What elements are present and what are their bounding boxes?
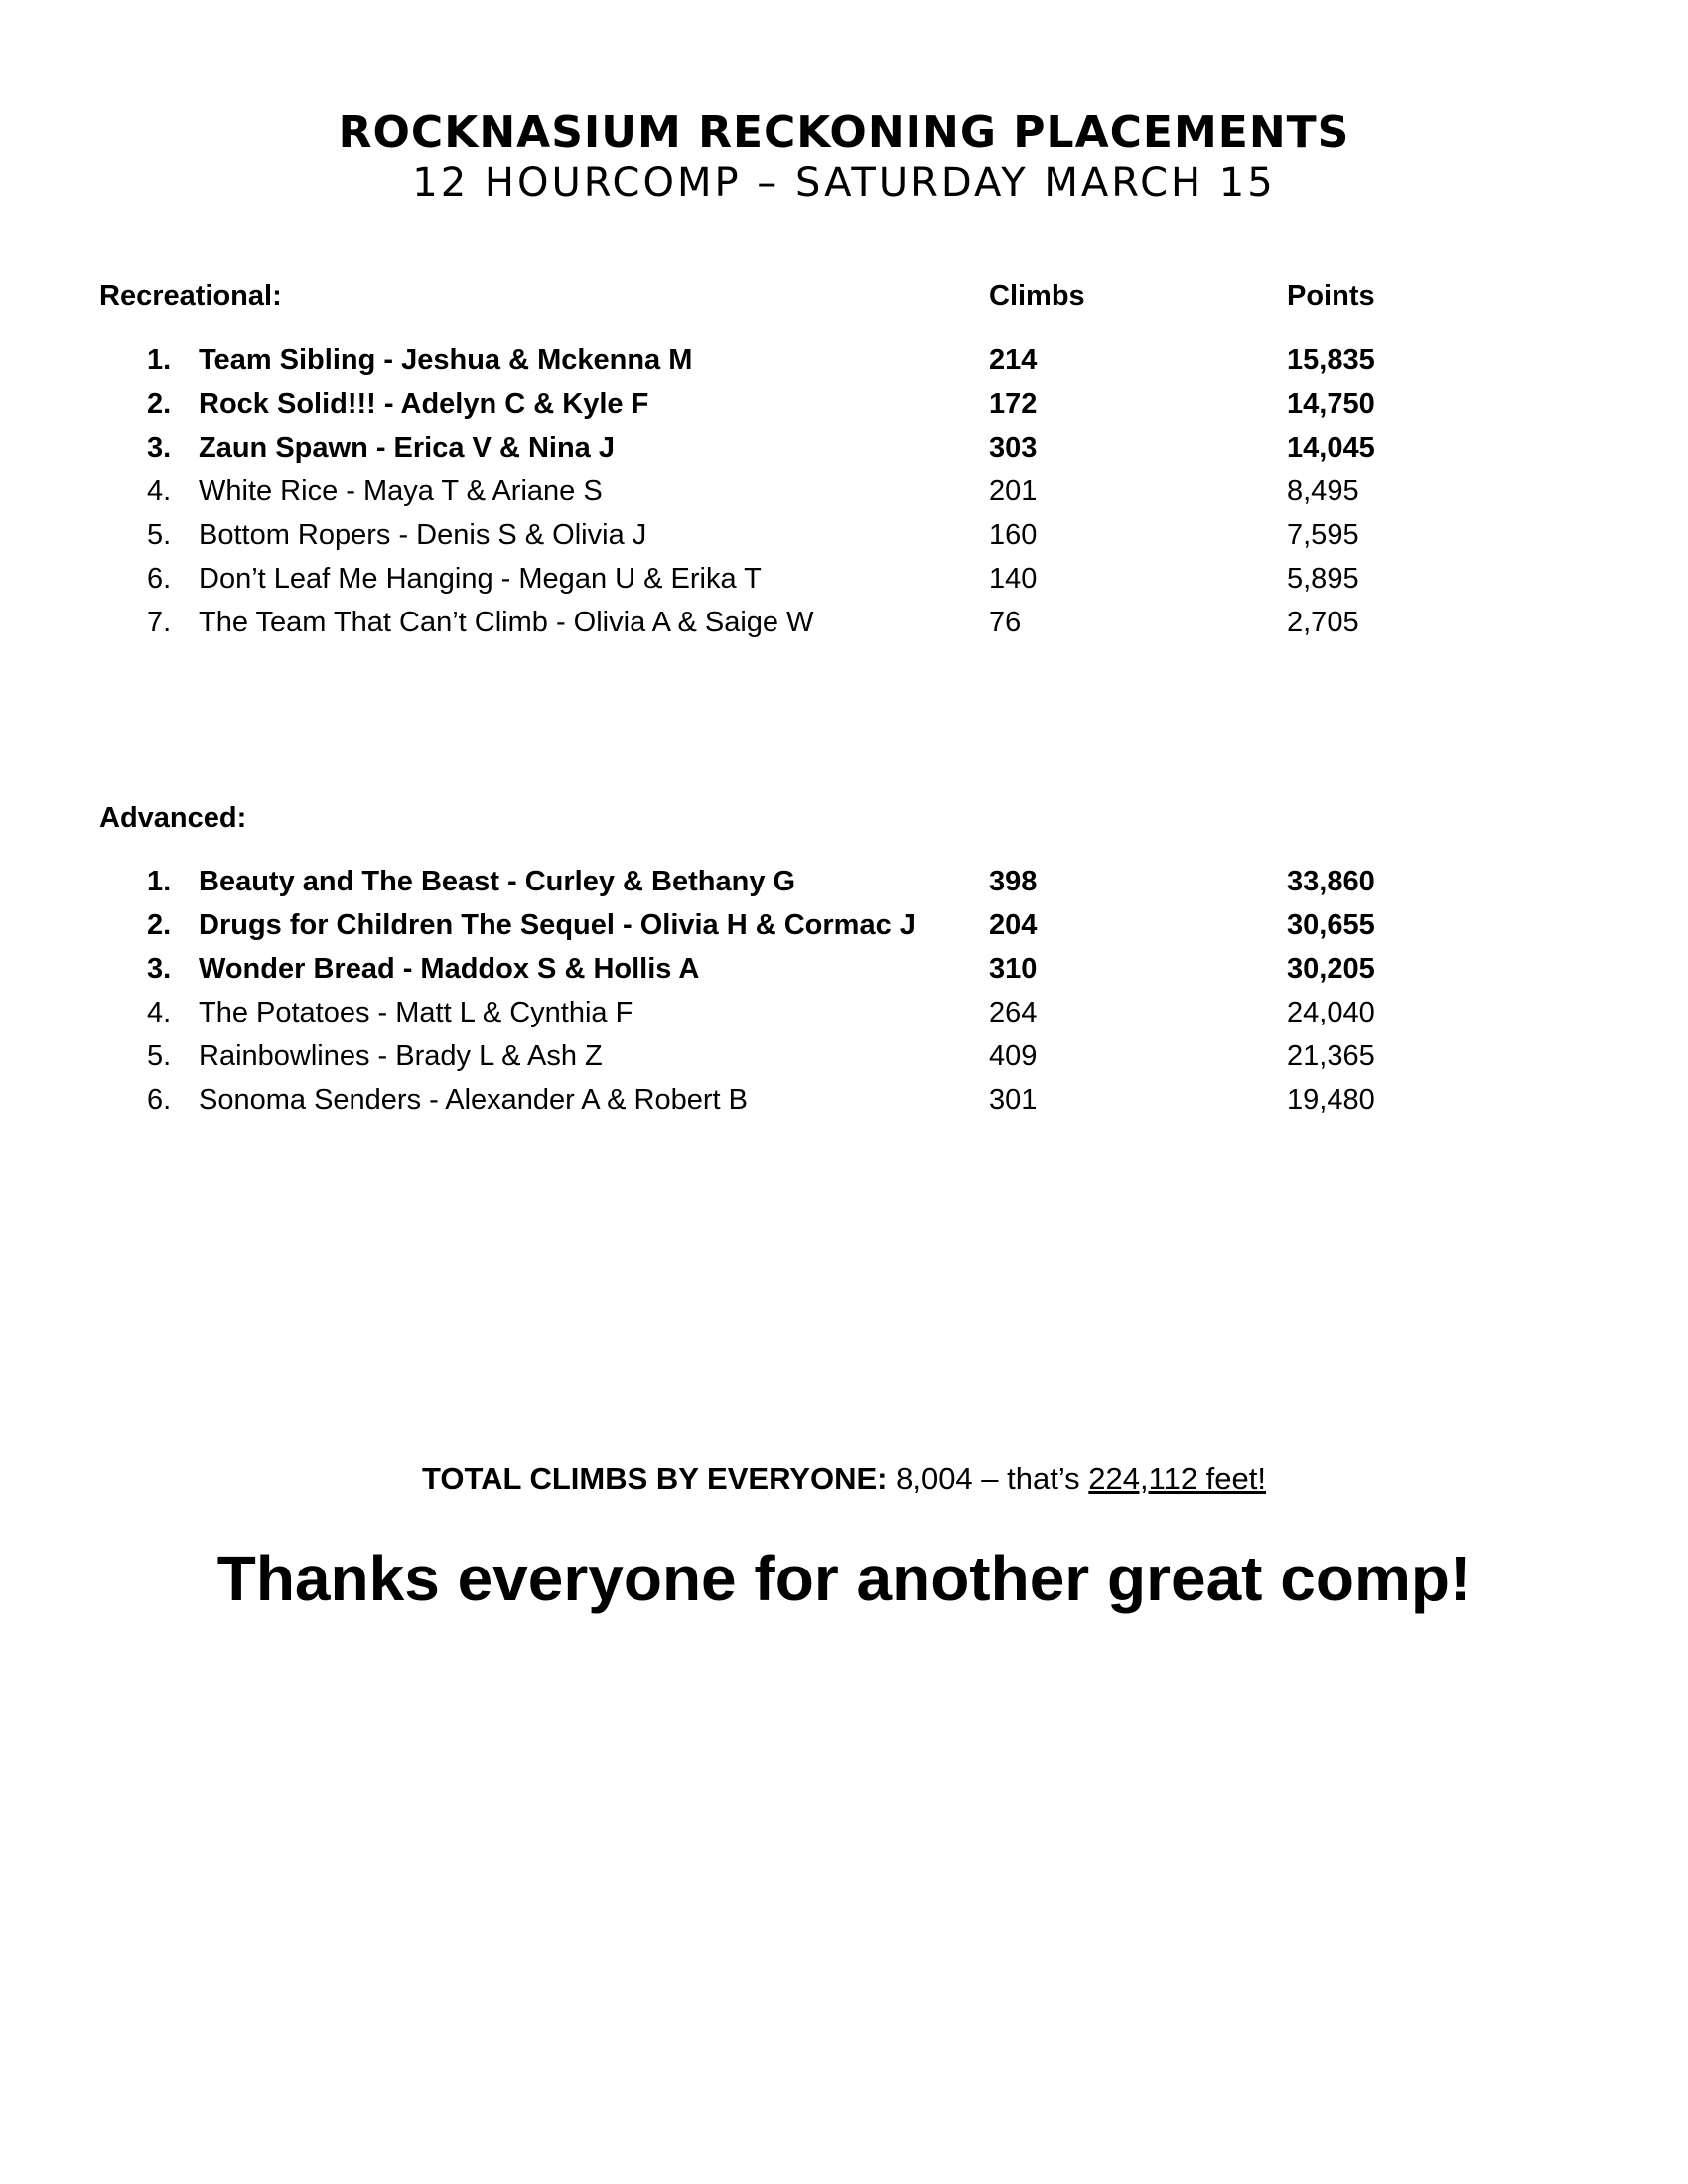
team-name: Don’t Leaf Me Hanging - Megan U & Erika T <box>199 563 762 595</box>
points-column-header: Points <box>1287 280 1375 312</box>
climbs-value: 160 <box>989 519 1038 551</box>
rank: 4. <box>147 997 172 1028</box>
points-value: 33,860 <box>1287 866 1375 897</box>
rank: 6. <box>147 563 172 595</box>
table-row <box>0 339 1688 382</box>
page-title: ROCKNASIUM RECKONING PLACEMENTS <box>338 107 1350 158</box>
team-name: The Potatoes - Matt L & Cynthia F <box>199 997 633 1028</box>
climbs-value: 204 <box>989 909 1038 941</box>
team-name: Bottom Ropers - Denis S & Olivia J <box>199 519 647 551</box>
points-value: 14,045 <box>1287 432 1375 464</box>
table-row <box>0 382 1688 426</box>
rank: 3. <box>147 953 172 985</box>
team-name: Wonder Bread - Maddox S & Hollis A <box>199 953 700 985</box>
climbs-value: 398 <box>989 866 1038 897</box>
rank: 5. <box>147 1040 172 1072</box>
climbs-value: 214 <box>989 344 1038 376</box>
team-name: Rainbowlines - Brady L & Ash Z <box>199 1040 603 1072</box>
table-row <box>0 470 1688 513</box>
climbs-column-header: Climbs <box>989 280 1085 312</box>
points-value: 8,495 <box>1287 476 1359 507</box>
rank: 5. <box>147 519 172 551</box>
points-value: 7,595 <box>1287 519 1359 551</box>
team-name: Beauty and The Beast - Curley & Bethany G <box>199 866 796 897</box>
team-name: Drugs for Children The Sequel - Olivia H & Cormac J <box>199 909 915 941</box>
team-name: Rock Solid!!! - Adelyn C & Kyle F <box>199 388 649 420</box>
rank: 2. <box>147 909 172 941</box>
rank: 1. <box>147 344 172 376</box>
climbs-value: 76 <box>989 607 1022 638</box>
rank: 1. <box>147 866 172 897</box>
table-row <box>0 991 1688 1034</box>
points-value: 24,040 <box>1287 997 1375 1028</box>
table-row <box>0 1078 1688 1122</box>
team-name: Team Sibling - Jeshua & Mckenna M <box>199 344 693 376</box>
points-value: 15,835 <box>1287 344 1375 376</box>
climbs-value: 409 <box>989 1040 1038 1072</box>
total-climbs-line <box>0 1459 1688 1499</box>
table-row <box>0 426 1688 470</box>
total-feet: 224,112 feet! <box>1088 1461 1266 1496</box>
rank: 3. <box>147 432 172 464</box>
advanced-section-header: Advanced: <box>99 802 247 834</box>
rank: 2. <box>147 388 172 420</box>
climbs-value: 310 <box>989 953 1038 985</box>
climbs-value: 172 <box>989 388 1038 420</box>
page-subtitle: 12 HOURCOMP – SATURDAY MARCH 15 <box>412 160 1276 205</box>
climbs-value: 303 <box>989 432 1038 464</box>
table-row <box>0 947 1688 991</box>
team-name: Sonoma Senders - Alexander A & Robert B <box>199 1084 748 1116</box>
points-value: 5,895 <box>1287 563 1359 595</box>
table-row <box>0 513 1688 557</box>
table-row <box>0 1034 1688 1078</box>
total-climbs-label: TOTAL CLIMBS BY EVERYONE: <box>421 1461 888 1496</box>
team-name: White Rice - Maya T & Ariane S <box>199 476 603 507</box>
team-name: Zaun Spawn - Erica V & Nina J <box>199 432 615 464</box>
total-climbs-value: 8,004 – that’s <box>887 1461 1089 1496</box>
team-name: The Team That Can’t Climb - Olivia A & Saige W <box>199 607 814 638</box>
points-value: 21,365 <box>1287 1040 1375 1072</box>
climbs-value: 264 <box>989 997 1038 1028</box>
recreational-section-header: Recreational: <box>99 280 282 312</box>
climbs-value: 301 <box>989 1084 1038 1116</box>
points-value: 2,705 <box>1287 607 1359 638</box>
climbs-value: 201 <box>989 476 1038 507</box>
table-row <box>0 903 1688 947</box>
rank: 7. <box>147 607 172 638</box>
points-value: 30,205 <box>1287 953 1375 985</box>
table-row <box>0 601 1688 644</box>
points-value: 30,655 <box>1287 909 1375 941</box>
rank: 4. <box>147 476 172 507</box>
points-value: 14,750 <box>1287 388 1375 420</box>
table-row <box>0 860 1688 903</box>
thanks-message: Thanks everyone for another great comp! <box>216 1543 1472 1614</box>
points-value: 19,480 <box>1287 1084 1375 1116</box>
table-row <box>0 557 1688 601</box>
rank: 6. <box>147 1084 172 1116</box>
climbs-value: 140 <box>989 563 1038 595</box>
